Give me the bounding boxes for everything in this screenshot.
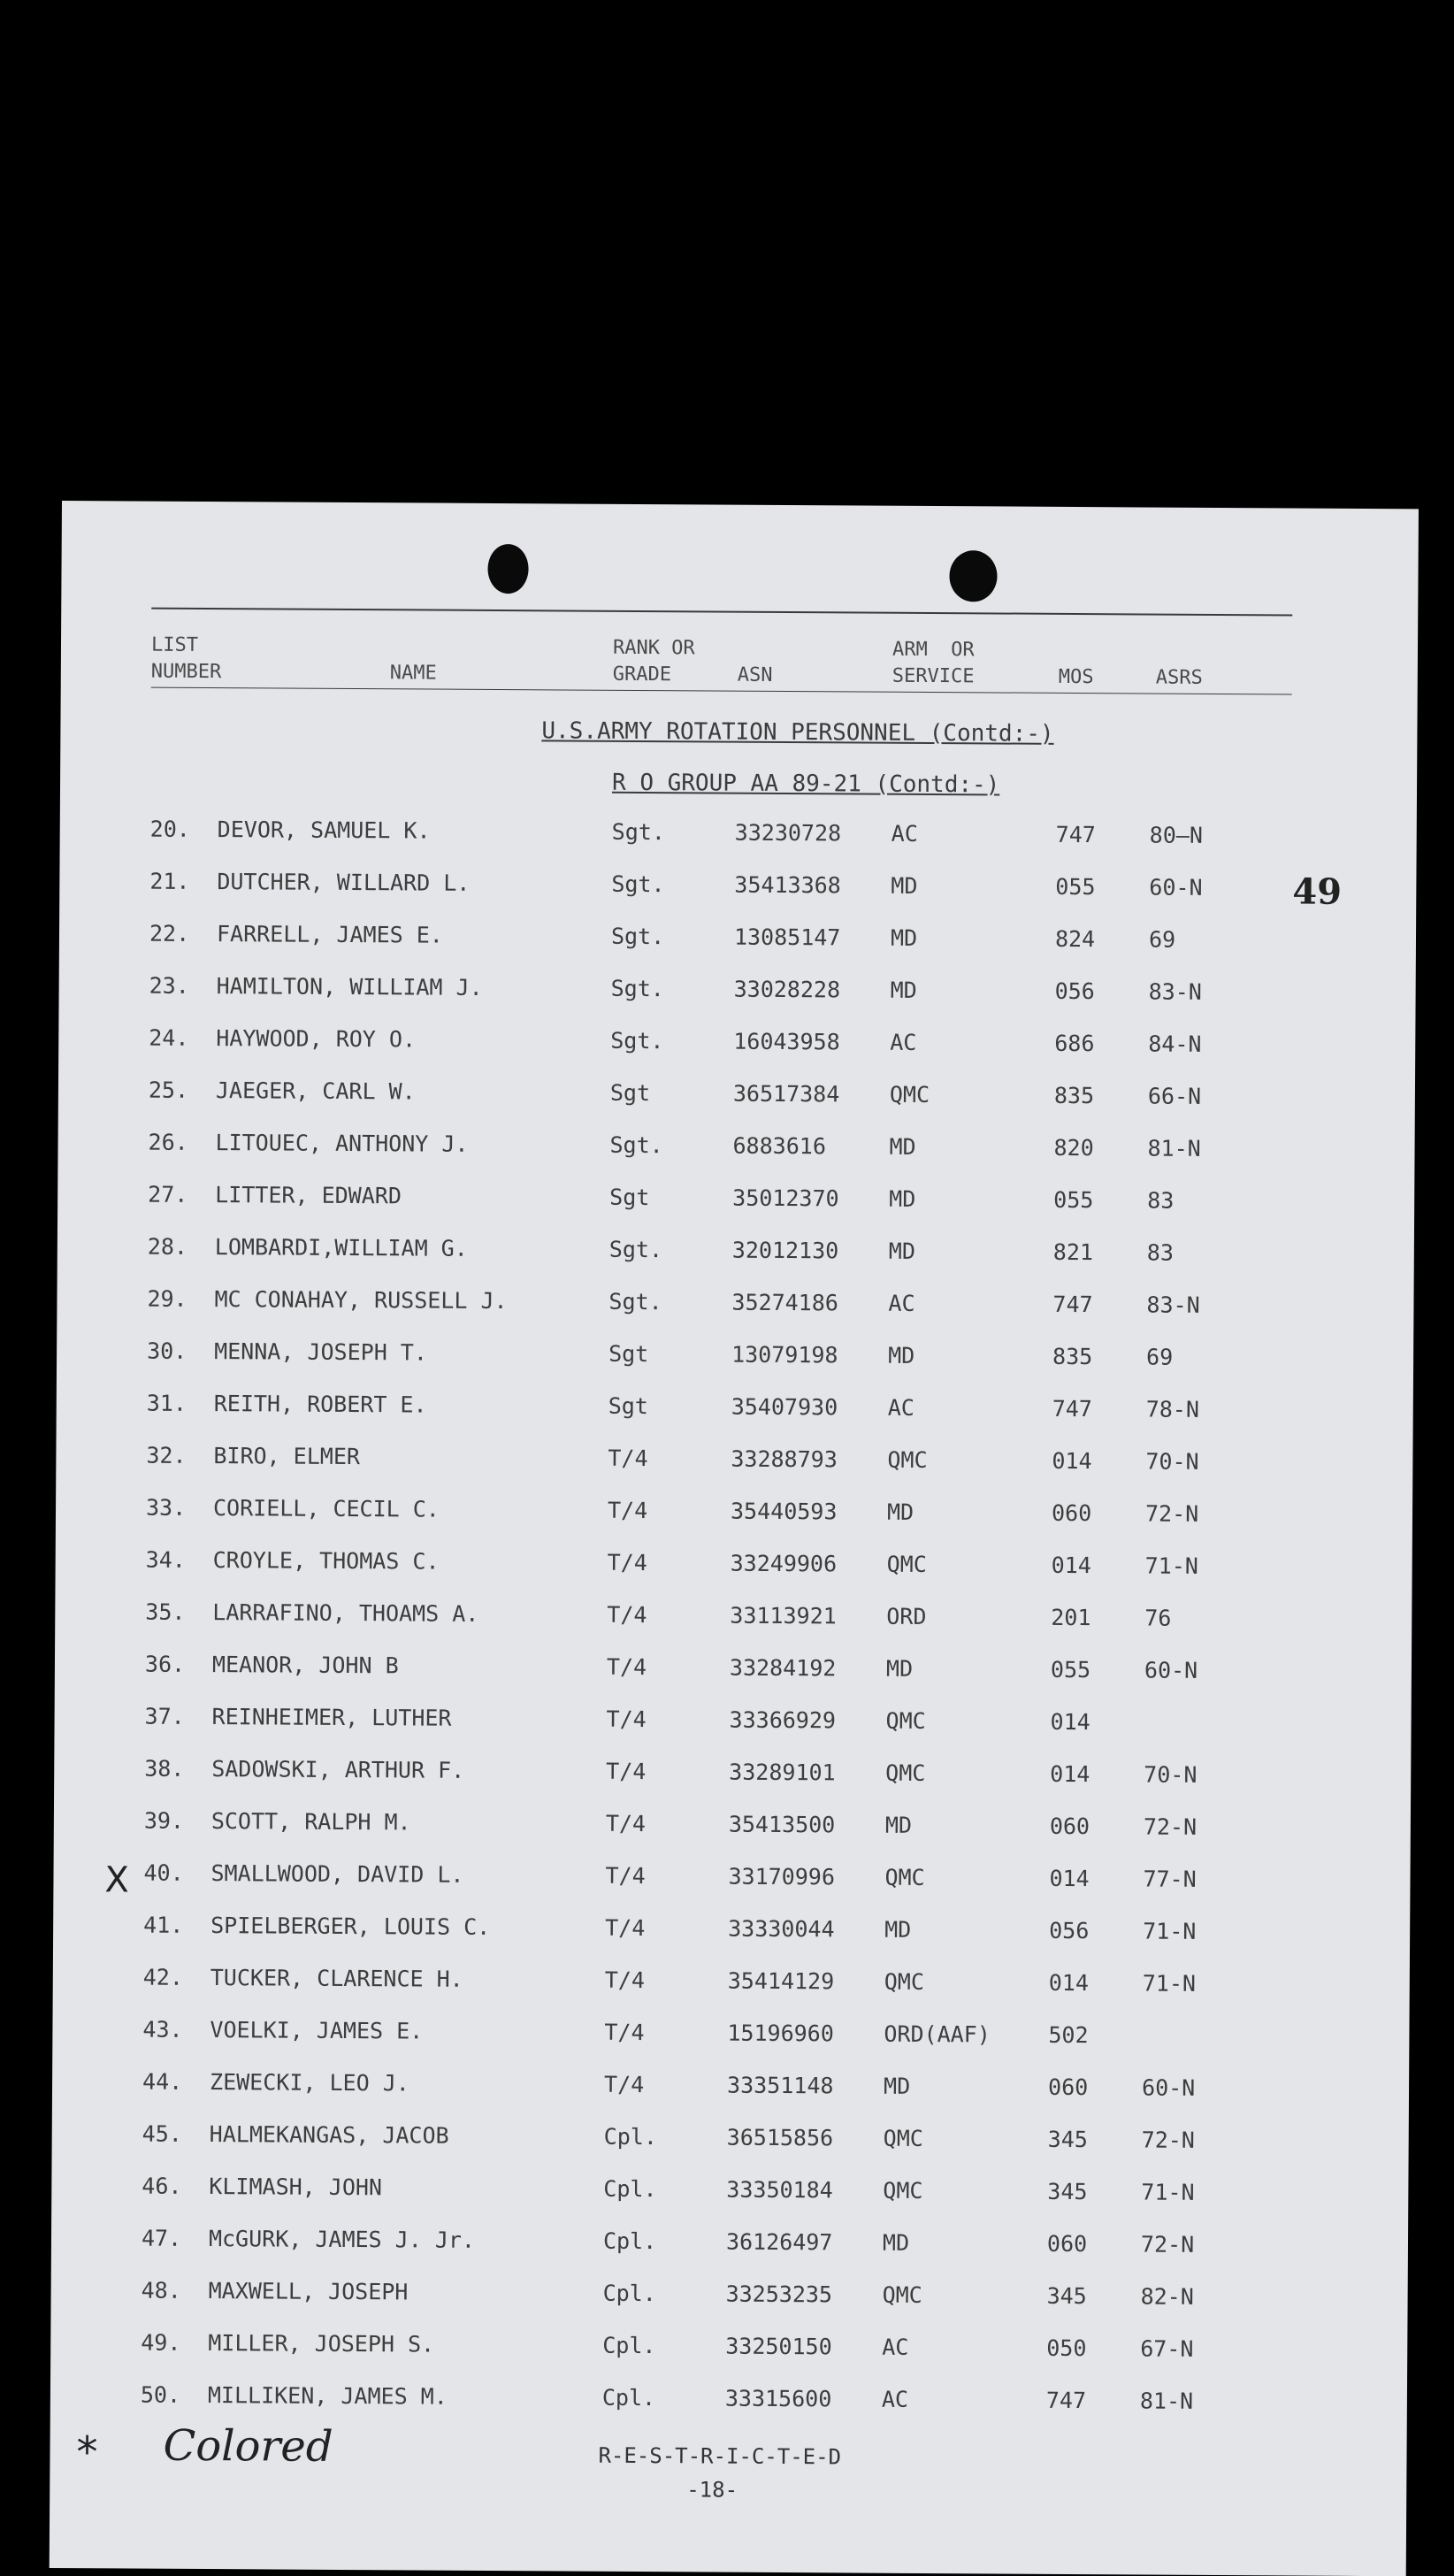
row-arm-service: AC	[888, 1290, 915, 1316]
row-mos: 055	[1055, 873, 1096, 901]
row-asrs: 69	[1146, 1344, 1174, 1370]
row-rank: Sgt.	[611, 818, 666, 846]
row-name: VOELKI, JAMES E.	[210, 2017, 424, 2044]
row-mos: 345	[1047, 2178, 1088, 2205]
row-name: LARRAFINO, THOAMS A.	[212, 1599, 479, 1627]
row-mos: 820	[1053, 1134, 1094, 1162]
row-arm-service: QMC	[883, 2125, 923, 2151]
row-asn: 33249906	[730, 1550, 838, 1577]
row-name: LOMBARDI,WILLIAM G.	[214, 1234, 468, 1261]
row-number: 21.	[149, 868, 190, 894]
row-asn: 35012370	[732, 1184, 839, 1212]
row-asn: 35413500	[728, 1811, 836, 1838]
row-number: 23.	[149, 972, 189, 999]
row-number: 50.	[140, 2381, 181, 2408]
row-asrs: 70-N	[1144, 1761, 1198, 1788]
row-rank: T/4	[603, 2071, 645, 2098]
row-asn: 6883616	[732, 1132, 827, 1160]
row-rank: Cpl.	[602, 2280, 656, 2307]
row-number: 20.	[149, 816, 190, 842]
row-number: 26.	[148, 1129, 188, 1155]
row-number: 33.	[145, 1494, 187, 1521]
row-asn: 33250150	[725, 2333, 832, 2360]
row-arm-service: QMC	[885, 1760, 926, 1786]
row-number: 28.	[147, 1233, 188, 1260]
row-asn: 13085147	[733, 924, 841, 951]
table-row	[56, 1442, 1412, 1485]
row-rank: Sgt.	[608, 1236, 663, 1263]
row-asn: 35414129	[727, 1967, 835, 1995]
row-name: REITH, ROBERT E.	[213, 1391, 427, 1418]
row-asn: 13079198	[731, 1341, 838, 1368]
row-arm-service: MD	[890, 924, 918, 951]
row-arm-service: MD	[888, 1238, 916, 1264]
row-arm-service: MD	[888, 1342, 915, 1368]
row-arm-service: MD	[890, 977, 917, 1003]
row-name: SCOTT, RALPH M.	[210, 1808, 411, 1836]
row-rank: Sgt	[608, 1340, 649, 1368]
row-rank: T/4	[605, 1862, 646, 1890]
row-name: BIRO, ELMER	[213, 1443, 361, 1470]
row-asrs: 71-N	[1144, 1552, 1198, 1579]
row-rank: Sgt	[608, 1392, 649, 1420]
row-arm-service: QMC	[889, 1081, 930, 1108]
table-row	[51, 2225, 1408, 2268]
row-asn: 33253235	[725, 2281, 833, 2308]
row-mos: 824	[1054, 925, 1096, 953]
row-name: SMALLWOOD, DAVID L.	[210, 1860, 464, 1888]
table-row	[50, 2277, 1407, 2320]
row-name: HALMEKANGAS, JACOB	[209, 2121, 449, 2149]
row-asrs: 70-N	[1145, 1448, 1199, 1475]
row-name: HAMILTON, WILLIAM J.	[216, 973, 483, 1000]
row-number: 36.	[144, 1651, 186, 1677]
row-name: McGURK, JAMES J. Jr.	[208, 2226, 476, 2253]
row-arm-service: MD	[889, 1185, 916, 1212]
table-row	[52, 2120, 1409, 2164]
row-number: 48.	[141, 2277, 181, 2304]
table-row	[57, 1129, 1414, 1172]
row-rank: T/4	[606, 1706, 647, 1733]
row-asn: 33230728	[734, 819, 842, 847]
table-row	[50, 2329, 1407, 2373]
row-asrs: 83-N	[1148, 978, 1202, 1005]
row-asrs: 71-N	[1141, 2179, 1195, 2205]
row-rank: T/4	[604, 2019, 645, 2046]
row-arm-service: AC	[891, 820, 918, 847]
row-arm-service: QMC	[886, 1551, 927, 1577]
header-name: NAME	[389, 662, 437, 685]
row-asrs: 80—N	[1149, 822, 1204, 848]
row-asrs: 81-N	[1139, 2388, 1194, 2414]
row-number: 41.	[143, 1912, 184, 1938]
row-number: 24.	[149, 1024, 189, 1051]
row-asrs: 60-N	[1149, 874, 1203, 901]
row-asn: 32012130	[731, 1237, 839, 1264]
row-mos: 055	[1053, 1186, 1094, 1214]
row-arm-service: QMC	[883, 2177, 923, 2204]
row-arm-service: MD	[889, 1133, 916, 1160]
row-name: MILLER, JOSEPH S.	[208, 2330, 435, 2358]
row-number: 35.	[145, 1598, 186, 1625]
table-row	[59, 920, 1416, 963]
row-asrs: 72-N	[1141, 2127, 1196, 2153]
row-name: DUTCHER, WILLARD L.	[217, 869, 471, 896]
row-asn: 16043958	[733, 1028, 840, 1055]
row-asn: 35407930	[731, 1393, 838, 1421]
row-rank: Cpl.	[603, 2175, 657, 2203]
row-name: TUCKER, CLARENCE H.	[210, 1965, 463, 1992]
row-rank: Cpl.	[603, 2123, 658, 2150]
row-rank: T/4	[606, 1758, 647, 1785]
row-mos: 050	[1046, 2334, 1087, 2362]
row-number: 34.	[145, 1546, 186, 1573]
row-asrs: 69	[1148, 926, 1176, 953]
row-number: 46.	[142, 2173, 182, 2199]
row-number: 30.	[147, 1338, 187, 1364]
row-rank: T/4	[607, 1497, 648, 1524]
document-page	[50, 501, 1419, 2576]
punch-hole	[949, 550, 997, 602]
header-asn: ASN	[737, 663, 773, 686]
top-rule	[151, 608, 1292, 617]
row-mos: 014	[1050, 1708, 1090, 1736]
row-rank: Cpl.	[602, 2227, 657, 2255]
row-mos: 014	[1052, 1447, 1092, 1475]
punch-hole	[487, 544, 528, 594]
row-mos: 014	[1051, 1552, 1091, 1579]
row-asrs: 82-N	[1140, 2283, 1194, 2310]
table-row	[60, 816, 1417, 859]
row-asn: 33284192	[729, 1654, 837, 1682]
row-arm-service: ORD	[886, 1603, 927, 1629]
row-number: 27.	[148, 1181, 188, 1208]
row-name: MC CONAHAY, RUSSELL J.	[214, 1286, 508, 1315]
row-name: SADOWSKI, ARTHUR F.	[211, 1756, 465, 1783]
header-mos: MOS	[1058, 665, 1094, 689]
header-asrs: ASRS	[1155, 666, 1203, 689]
row-number: 40.	[143, 1859, 184, 1886]
row-rank: Cpl.	[601, 2384, 656, 2411]
row-rank: Sgt	[609, 1079, 651, 1107]
row-name: KLIMASH, JOHN	[209, 2174, 383, 2201]
table-row	[54, 1755, 1411, 1798]
table-row	[53, 1859, 1410, 1903]
row-asn: 33351148	[726, 2072, 834, 2099]
table-row	[54, 1807, 1411, 1851]
header-rule	[151, 687, 1292, 695]
row-asrs: 67-N	[1140, 2335, 1194, 2362]
restricted-label: R-E-S-T-R-I-C-T-E-D	[598, 2442, 842, 2470]
row-name: MEANOR, JOHN B	[211, 1652, 399, 1679]
row-asrs: 66-N	[1147, 1083, 1202, 1109]
row-number: 43.	[142, 2016, 183, 2043]
table-row	[55, 1651, 1412, 1694]
row-number: 49.	[141, 2329, 181, 2356]
section-title: U.S.ARMY ROTATION PERSONNEL (Contd:-)	[541, 717, 1054, 748]
row-name: ZEWECKI, LEO J.	[209, 2069, 409, 2097]
row-rank: Sgt.	[609, 1131, 663, 1159]
row-mos: 345	[1046, 2282, 1087, 2310]
row-asn: 35274186	[731, 1289, 838, 1316]
row-name: MILLIKEN, JAMES M.	[207, 2382, 448, 2410]
row-asrs: 83	[1147, 1187, 1175, 1214]
row-mos: 502	[1048, 2021, 1089, 2049]
row-arm-service: MD	[885, 1655, 914, 1682]
table-row	[58, 972, 1415, 1016]
row-asrs: 71-N	[1143, 1918, 1197, 1944]
row-number: 42.	[142, 1964, 184, 1990]
row-arm-service: QMC	[885, 1707, 926, 1734]
row-asn: 33170996	[728, 1863, 836, 1890]
row-rank: Sgt.	[610, 923, 665, 950]
row-number: 22.	[149, 920, 190, 947]
row-mos: 055	[1050, 1656, 1091, 1683]
row-name: JAEGER, CARL W.	[215, 1077, 416, 1105]
row-number: 31.	[146, 1390, 187, 1416]
row-asn: 36126497	[725, 2228, 833, 2256]
row-number: 39.	[143, 1807, 185, 1834]
row-rank: Sgt.	[611, 870, 665, 898]
row-mos: 345	[1047, 2126, 1088, 2153]
row-number: 38.	[144, 1755, 185, 1782]
row-mos: 821	[1052, 1238, 1094, 1266]
table-row	[57, 1285, 1413, 1329]
table-row	[51, 2173, 1408, 2216]
row-asn: 33113921	[730, 1602, 837, 1629]
row-number: 47.	[141, 2225, 182, 2251]
x-mark: X	[104, 1859, 130, 1901]
table-row	[56, 1494, 1412, 1537]
row-mos: 056	[1054, 978, 1095, 1005]
row-asrs: 60-N	[1144, 1657, 1198, 1683]
row-asn: 33315600	[724, 2385, 832, 2412]
row-mos: 060	[1046, 2230, 1088, 2258]
group-title: R O GROUP AA 89-21 (Contd:-)	[611, 769, 1000, 799]
row-mos: 835	[1052, 1343, 1093, 1370]
row-name: MAXWELL, JOSEPH	[208, 2278, 409, 2305]
side-page-number: 49	[1292, 870, 1343, 913]
table-row	[55, 1598, 1412, 1642]
row-mos: 060	[1049, 1813, 1090, 1840]
row-arm-service: AC	[887, 1394, 914, 1421]
row-name: HAYWOOD, ROY O.	[216, 1025, 417, 1053]
table-row	[52, 2068, 1409, 2112]
row-asrs: 72-N	[1140, 2231, 1195, 2258]
row-mos: 747	[1045, 2387, 1087, 2414]
row-asn: 33288793	[731, 1445, 838, 1473]
row-name: LITTER, EDWARD	[215, 1182, 402, 1209]
row-arm-service: QMC	[884, 1864, 925, 1890]
row-arm-service: MD	[886, 1499, 914, 1525]
row-arm-service: ORD(AAF)	[884, 2020, 991, 2048]
row-mos: 014	[1049, 1865, 1090, 1892]
row-name: FARRELL, JAMES E.	[216, 921, 443, 948]
table-row	[59, 868, 1416, 911]
row-mos: 056	[1049, 1917, 1090, 1944]
row-rank: Sgt.	[610, 1027, 664, 1054]
row-asn: 36517384	[732, 1080, 840, 1108]
row-asrs: 78-N	[1145, 1396, 1200, 1422]
row-arm-service: MD	[882, 2229, 910, 2256]
row-arm-service: QMC	[882, 2281, 922, 2308]
row-asn: 35413368	[734, 871, 841, 899]
row-mos: 747	[1055, 821, 1096, 848]
row-asn: 36515856	[726, 2124, 834, 2151]
row-rank: T/4	[607, 1601, 647, 1629]
table-row	[54, 1703, 1411, 1746]
table-row	[58, 1077, 1415, 1120]
row-asn: 33330044	[728, 1915, 835, 1943]
row-arm-service: QMC	[884, 1968, 925, 1995]
row-asrs: 81-N	[1147, 1135, 1201, 1162]
header-rank: RANK OR GRADE	[612, 636, 695, 686]
row-name: SPIELBERGER, LOUIS C.	[210, 1913, 491, 1940]
table-row	[52, 2016, 1409, 2059]
row-asrs: 84-N	[1148, 1031, 1202, 1057]
row-number: 32.	[146, 1442, 187, 1468]
row-rank: Sgt	[609, 1184, 650, 1211]
row-number: 29.	[147, 1285, 187, 1312]
row-name: CORIELL, CECIL C.	[212, 1495, 440, 1522]
header-arm-service: ARM OR SERVICE	[892, 638, 975, 688]
row-number: 25.	[148, 1077, 189, 1103]
row-mos: 747	[1052, 1291, 1093, 1318]
row-name: LITOUEC, ANTHONY J.	[215, 1130, 469, 1157]
row-rank: Sgt.	[610, 975, 664, 1002]
row-asrs: 72-N	[1143, 1813, 1198, 1840]
row-rank: T/4	[604, 1966, 646, 1994]
row-asn: 33028228	[733, 976, 841, 1003]
row-asrs: 71-N	[1142, 1970, 1197, 1997]
row-number: 44.	[142, 2068, 183, 2095]
row-asn: 33289101	[729, 1759, 836, 1786]
row-arm-service: QMC	[887, 1446, 928, 1473]
table-row	[53, 1964, 1410, 2007]
row-asn: 33350184	[726, 2176, 833, 2204]
table-row	[53, 1912, 1410, 1955]
table-row	[57, 1233, 1414, 1276]
row-rank: T/4	[608, 1445, 648, 1472]
row-mos: 686	[1054, 1030, 1095, 1057]
table-row	[58, 1024, 1415, 1068]
row-asn: 33366929	[729, 1706, 837, 1734]
table-row	[57, 1338, 1413, 1381]
footnote-star: *	[76, 2427, 98, 2478]
row-rank: Cpl.	[602, 2332, 656, 2359]
page-number: -18-	[686, 2477, 738, 2503]
row-rank: T/4	[605, 1810, 647, 1837]
row-mos: 835	[1053, 1082, 1095, 1109]
row-rank: T/4	[605, 1914, 646, 1942]
row-mos: 747	[1052, 1395, 1092, 1422]
row-asrs: 60-N	[1141, 2074, 1196, 2101]
row-name: CROYLE, THOMAS C.	[212, 1547, 440, 1575]
row-arm-service: MD	[884, 1916, 912, 1943]
table-row	[57, 1390, 1413, 1433]
row-name: REINHEIMER, LUTHER	[211, 1704, 452, 1731]
row-arm-service: AC	[890, 1029, 917, 1055]
table-row	[56, 1546, 1412, 1590]
row-number: 45.	[142, 2120, 182, 2147]
header-list-number: LIST NUMBER	[150, 633, 222, 684]
row-rank: Sgt.	[608, 1288, 662, 1315]
row-arm-service: AC	[881, 2386, 909, 2412]
row-asn: 15196960	[727, 2020, 834, 2047]
row-arm-service: MD	[891, 872, 918, 899]
table-row	[57, 1181, 1414, 1224]
row-arm-service: AC	[882, 2334, 909, 2360]
row-mos: 060	[1051, 1499, 1092, 1527]
row-arm-service: MD	[884, 1812, 913, 1838]
row-asn: 35440593	[730, 1498, 838, 1525]
row-asrs: 77-N	[1143, 1866, 1197, 1892]
row-rank: T/4	[607, 1549, 647, 1576]
row-rank: T/4	[606, 1653, 647, 1681]
row-arm-service: MD	[883, 2073, 911, 2099]
row-asrs: 76	[1144, 1605, 1172, 1631]
row-mos: 014	[1048, 1969, 1090, 1997]
row-name: MENNA, JOSEPH T.	[214, 1338, 428, 1366]
row-mos: 014	[1050, 1760, 1090, 1788]
handwritten-note: Colored	[163, 2420, 333, 2472]
table-row	[50, 2381, 1407, 2425]
row-mos: 201	[1051, 1604, 1091, 1631]
row-number: 37.	[144, 1703, 185, 1729]
row-asrs: 83	[1146, 1239, 1175, 1266]
row-name: DEVOR, SAMUEL K.	[217, 816, 431, 844]
row-mos: 060	[1047, 2074, 1089, 2101]
row-asrs: 83-N	[1146, 1292, 1200, 1318]
row-asrs: 72-N	[1144, 1500, 1199, 1527]
